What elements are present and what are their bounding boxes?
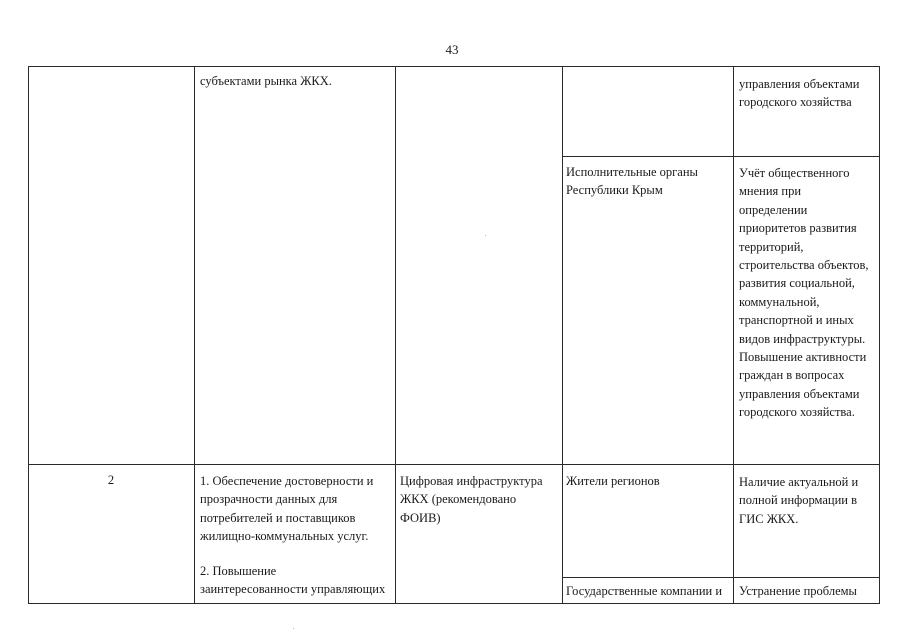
scan-speck [293,628,294,629]
cell-beneficiary: Исполнительные органы Республики Крым [566,165,698,198]
scan-speck [485,235,486,236]
column-border [879,66,880,604]
cell-effect: Учёт общественного мнения при определении приоритетов развития территорий, строительства объектов, развития социальной, коммунальной, транспортной и иных видов инфраструктуры. Повышение активности граждан в вопросах управления объектами городского хозяйства. [739,166,869,420]
table-top-border [28,66,880,67]
page-number: 43 [445,42,459,57]
cell-goals: 1. Обеспечение достоверности и прозрачности данных для потребителей и поставщиков жилищно-коммунальных услуг. [200,474,374,544]
cell-infrastructure: Цифровая инфраструктура ЖКХ (рекомендовано ФОИВ) [400,474,543,525]
column-border [194,66,195,604]
cell-goals-2: 2. Повышение заинтересованности управляющих [200,564,386,597]
table-bottom-border [28,603,880,604]
column-border [395,66,396,604]
cell-effect: Наличие актуальной и полной информации в ГИС ЖКХ. [739,475,859,526]
cell-beneficiary: Жители регионов [566,474,660,488]
cell-effect-continued: управления объектами городского хозяйства [739,77,860,110]
cell-effect: Устранение проблемы [739,584,857,598]
column-border [28,66,29,604]
column-border [733,66,734,604]
cell-row-number: 2 [107,473,115,487]
row-divider [562,577,880,578]
column-border [562,66,563,604]
row-divider [28,464,880,465]
row-divider [562,156,880,157]
cell-goals-continued: субъектами рынка ЖКХ. [200,74,332,88]
cell-beneficiary: Государственные компании и [566,584,723,598]
